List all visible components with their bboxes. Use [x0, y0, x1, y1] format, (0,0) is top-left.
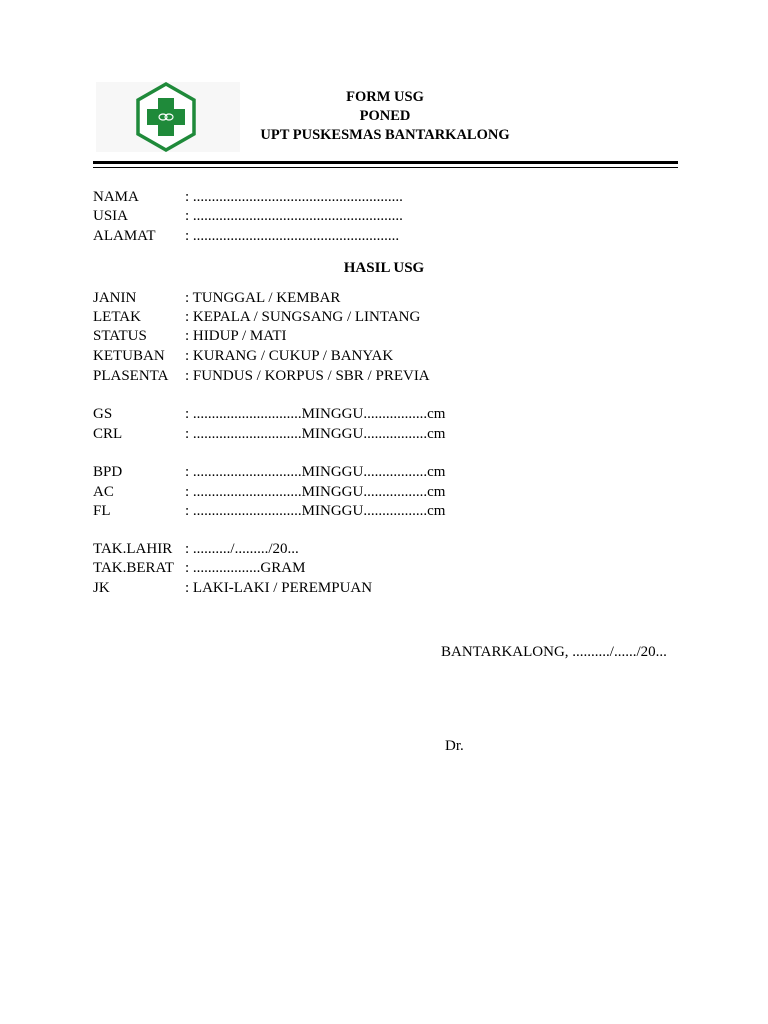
field-value: : .............................MINGGU.................cm	[185, 503, 446, 519]
field-label: FL	[93, 503, 111, 519]
institution-name: UPT PUSKESMAS BANTARKALONG	[260, 127, 510, 143]
field-label: TAK.LAHIR	[93, 541, 173, 557]
field-value: : .............................MINGGU.................cm	[185, 464, 446, 480]
form-header	[240, 88, 530, 145]
header-rule-thick	[93, 161, 678, 164]
field-value: : KEPALA / SUNGSANG / LINTANG	[185, 309, 421, 325]
field-value: : .............................MINGGU.................cm	[185, 406, 446, 422]
section-title	[0, 258, 768, 278]
section-title-text: HASIL USG	[343, 260, 425, 276]
field-label: PLASENTA	[93, 368, 169, 384]
field-label: NAMA	[93, 189, 139, 205]
form-subtitle: PONED	[359, 108, 411, 124]
field-label: CRL	[93, 426, 123, 442]
field-value: : TUNGGAL / KEMBAR	[185, 290, 341, 306]
field-label: TAK.BERAT	[93, 560, 174, 576]
field-label: JK	[93, 580, 110, 596]
field-value: : .............................MINGGU.................cm	[185, 484, 446, 500]
field-value: : FUNDUS / KORPUS / SBR / PREVIA	[185, 368, 430, 384]
puskesmas-cross-icon	[134, 82, 198, 152]
field-value: : ........................................................	[185, 208, 403, 224]
field-value: : ........../........./20...	[185, 541, 299, 557]
field-label: ALAMAT	[93, 228, 156, 244]
field-value: : ........................................................	[185, 189, 403, 205]
field-label: AC	[93, 484, 114, 500]
header-rule-thin	[93, 167, 678, 168]
field-label: BPD	[93, 464, 123, 480]
logo	[96, 82, 240, 152]
field-value: : .............................MINGGU.................cm	[185, 426, 446, 442]
field-value: : HIDUP / MATI	[185, 328, 287, 344]
field-label: GS	[93, 406, 113, 422]
field-label: LETAK	[93, 309, 141, 325]
place-date-line: BANTARKALONG, ........../....../20...	[441, 644, 667, 660]
field-label: KETUBAN	[93, 348, 165, 364]
field-label: JANIN	[93, 290, 137, 306]
field-value: : LAKI-LAKI / PEREMPUAN	[185, 580, 373, 596]
field-label: USIA	[93, 208, 129, 224]
field-value: : .......................................................	[185, 228, 400, 244]
form-title: FORM USG	[346, 89, 424, 105]
field-value: : ..................GRAM	[185, 560, 306, 576]
doctor-signature-label: Dr.	[445, 738, 464, 754]
field-value: : KURANG / CUKUP / BANYAK	[185, 348, 394, 364]
field-label: STATUS	[93, 328, 147, 344]
